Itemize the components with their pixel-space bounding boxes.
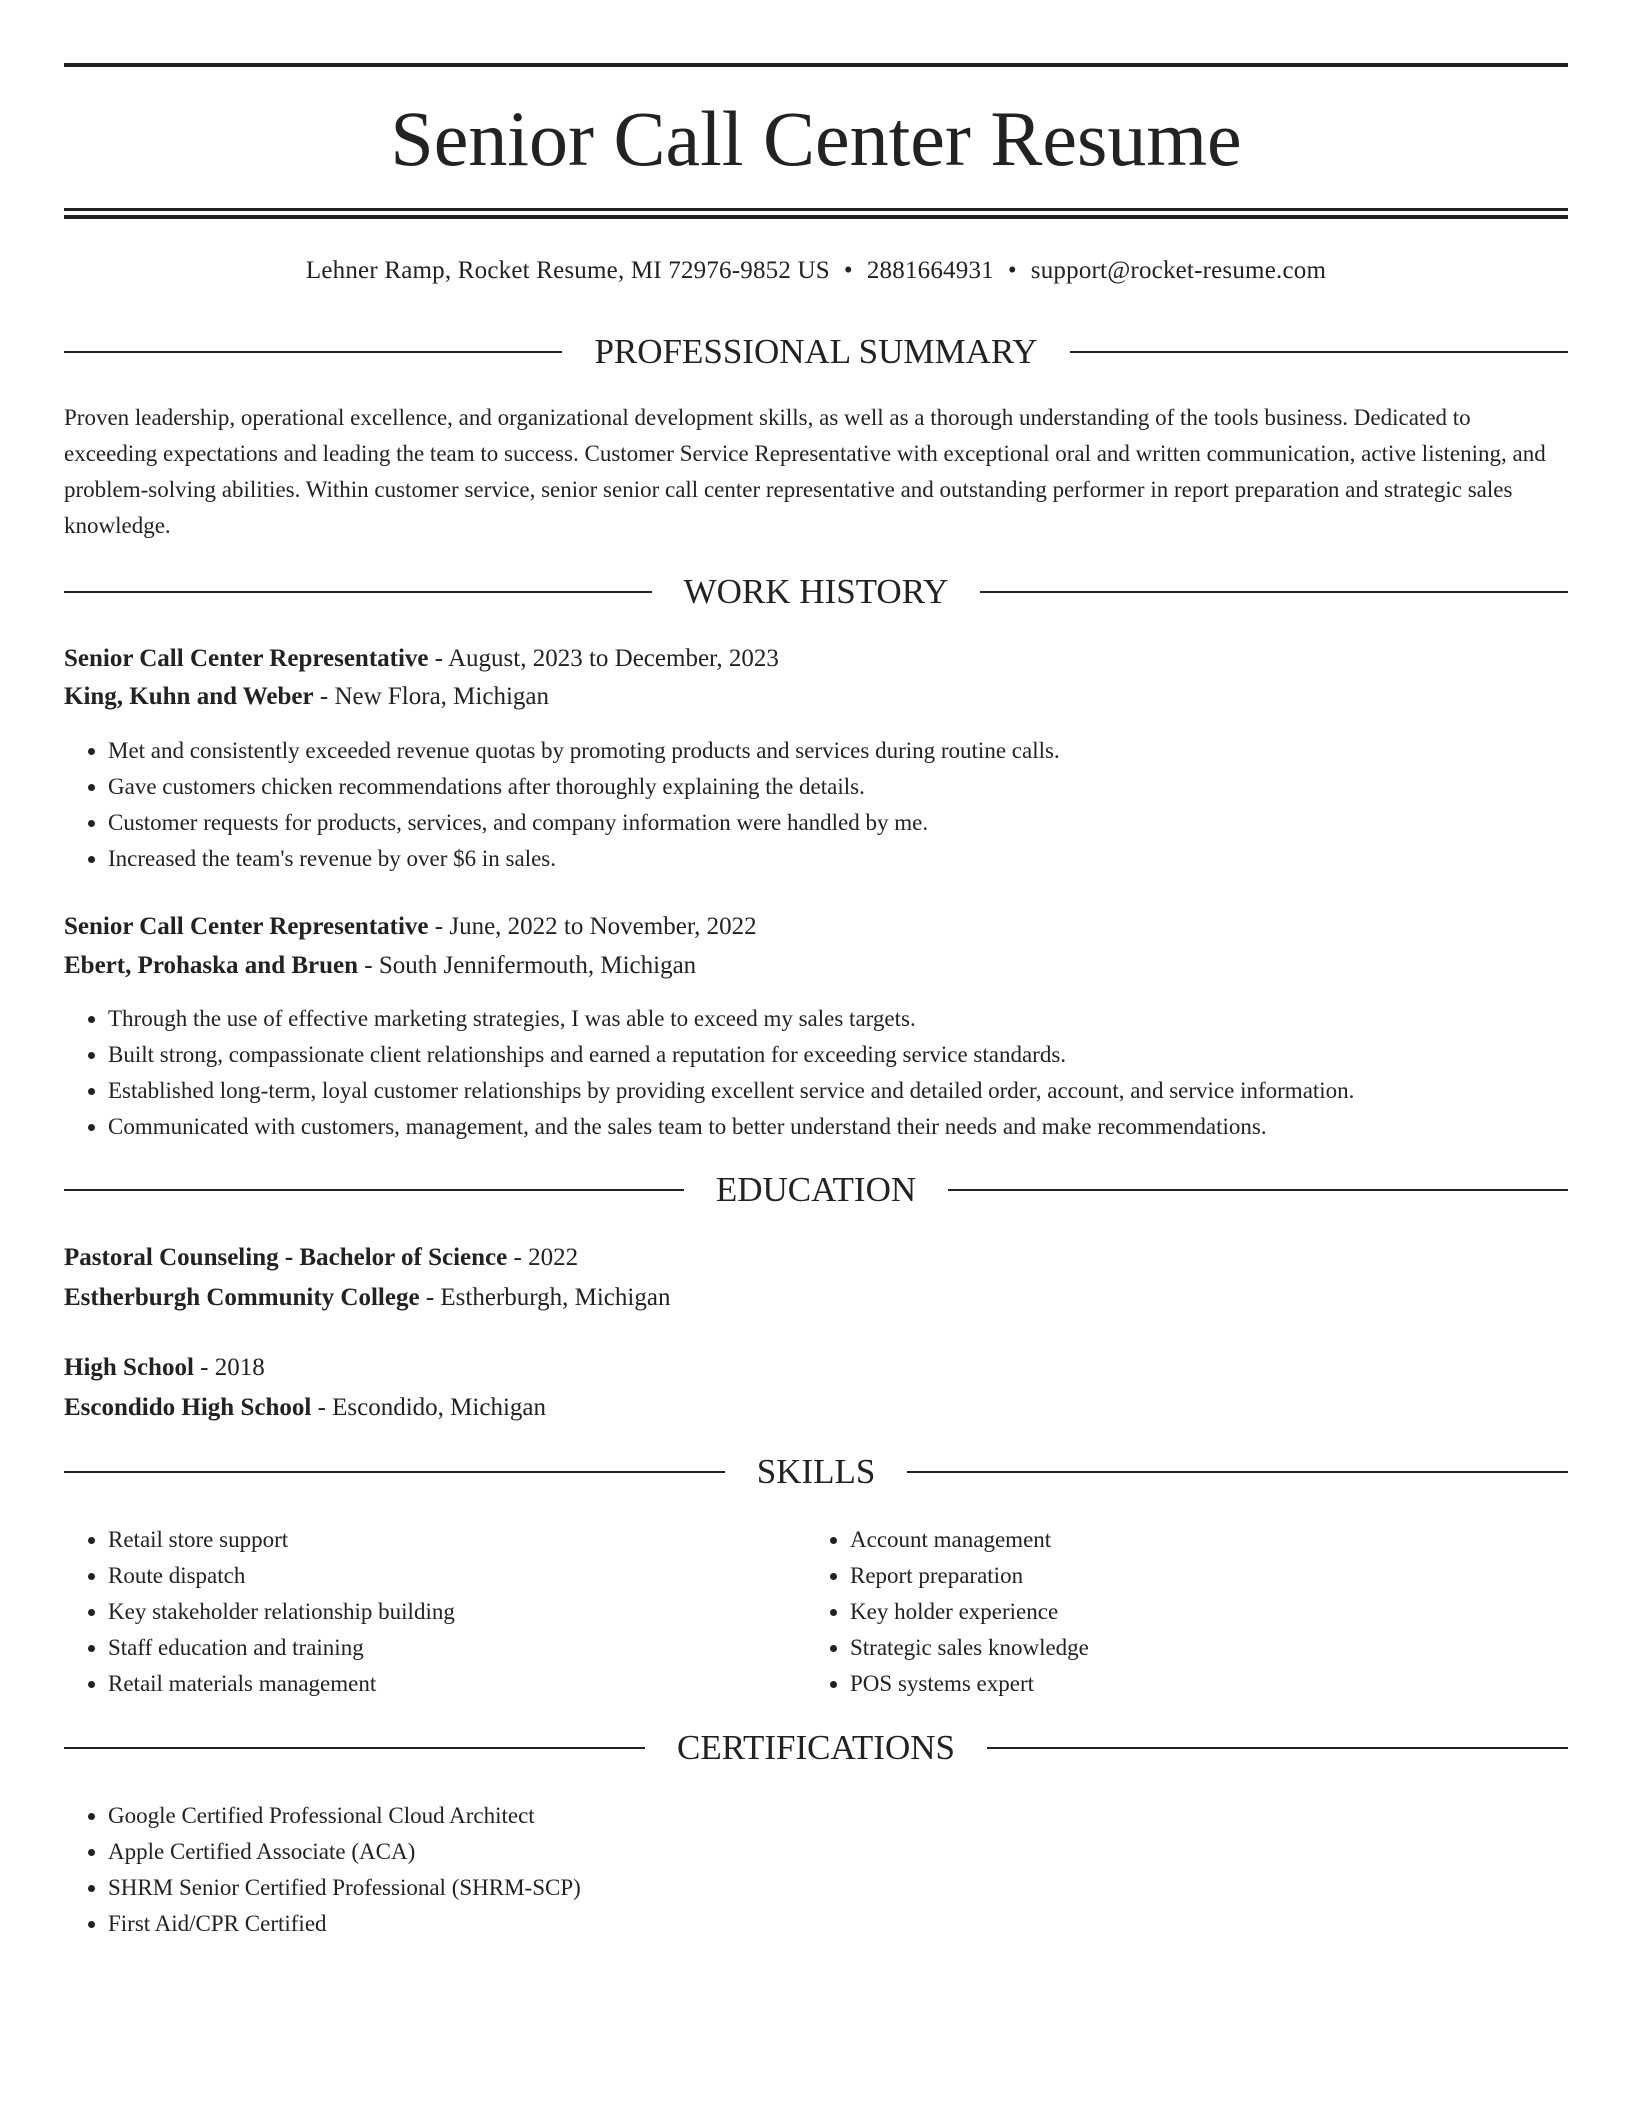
list-item: • Apple Certified Associate (ACA) <box>108 1834 581 1870</box>
header-top-rule <box>64 63 1568 67</box>
job-2-title-line <box>64 911 1568 943</box>
contact-phone: 2881664931 <box>866 257 994 284</box>
header-double-rule-lower <box>64 215 1568 219</box>
dash: - <box>317 1394 326 1421</box>
job-2-title: Senior Call Center Representative <box>64 913 429 940</box>
list-item: • Staff education and training <box>108 1630 455 1666</box>
list-item: • Established long-term, loyal customer relationships by providing excellent service and detailed order, account, and service information. <box>108 1073 1354 1109</box>
education-1-year: 2022 <box>528 1244 579 1271</box>
job-1-bullets <box>64 733 1060 877</box>
heading-rule-right <box>987 1747 1568 1749</box>
list-item: • POS systems expert <box>850 1666 1089 1702</box>
job-2-dates: June, 2022 to November, 2022 <box>449 913 757 940</box>
heading-rule-left <box>64 591 652 593</box>
education-2-degree: High School <box>64 1354 194 1381</box>
education-2-location: Escondido, Michigan <box>332 1394 546 1421</box>
summary-heading: PROFESSIONAL SUMMARY <box>594 332 1038 371</box>
job-1-title: Senior Call Center Representative <box>64 645 429 672</box>
job-1-dates: August, 2023 to December, 2023 <box>447 645 779 672</box>
list-item: • Key stakeholder relationship building <box>108 1594 455 1630</box>
certifications-heading: CERTIFICATIONS <box>677 1728 955 1767</box>
list-item: • Strategic sales knowledge <box>850 1630 1089 1666</box>
list-item: • Google Certified Professional Cloud Architect <box>108 1798 581 1834</box>
education-1-degree: Pastoral Counseling - Bachelor of Science <box>64 1244 508 1271</box>
list-item: • Key holder experience <box>850 1594 1089 1630</box>
header-double-rule-upper <box>64 208 1568 211</box>
work-heading: WORK HISTORY <box>683 572 949 611</box>
list-item: • Communicated with customers, management, and the sales team to better understand their needs and make recommendations. <box>108 1109 1354 1145</box>
list-item: • SHRM Senior Certified Professional (SHRM-SCP) <box>108 1870 581 1906</box>
list-item: • Met and consistently exceeded revenue quotas by promoting products and services during routine calls. <box>108 733 1060 769</box>
skills-list-left <box>64 1522 455 1702</box>
list-item: • Account management <box>850 1522 1089 1558</box>
job-1-location: New Flora, Michigan <box>334 683 549 710</box>
list-item: • Increased the team's revenue by over $6 in sales. <box>108 841 1060 877</box>
heading-rule-right <box>980 591 1568 593</box>
skills-list-right <box>806 1522 1089 1702</box>
list-item: • Retail materials management <box>108 1666 455 1702</box>
dash: - <box>425 1284 435 1311</box>
education-1-location: Estherburgh, Michigan <box>440 1284 671 1311</box>
contact-line <box>64 255 1568 287</box>
skills-section-heading <box>64 1450 1568 1494</box>
summary-section-heading <box>64 330 1568 374</box>
dash: - <box>364 952 373 979</box>
heading-rule-right <box>948 1189 1568 1191</box>
job-2-company: Ebert, Prohaska and Bruen <box>64 952 359 979</box>
list-item: • Route dispatch <box>108 1558 455 1594</box>
work-section-heading <box>64 570 1568 614</box>
education-2-school: Escondido High School <box>64 1394 312 1421</box>
list-item: • First Aid/CPR Certified <box>108 1906 581 1942</box>
job-1-title-line <box>64 643 1568 675</box>
list-item: • Retail store support <box>108 1522 455 1558</box>
contact-address: Lehner Ramp, Rocket Resume, MI 72976-9852 US <box>305 257 830 284</box>
certifications-list <box>64 1798 581 1942</box>
contact-email: support@rocket-resume.com <box>1030 257 1327 284</box>
dash: - <box>434 913 444 940</box>
education-2-degree-line <box>64 1352 1568 1384</box>
dash: - <box>200 1354 209 1381</box>
heading-rule-right <box>907 1471 1568 1473</box>
job-1-company-line <box>64 681 1568 713</box>
job-2-company-line <box>64 950 1568 982</box>
education-2-school-line <box>64 1392 1568 1424</box>
education-1-degree-line <box>64 1242 1568 1274</box>
heading-rule-left <box>64 1189 684 1191</box>
heading-rule-left <box>64 1747 645 1749</box>
education-section-heading <box>64 1168 1568 1212</box>
summary-text: Proven leadership, operational excellence, and organizational development skills, as well as a thorough understanding of the tools business. Dedicated to exceeding expectations and leading the team to success. Customer Service Representative with exceptional oral and written communication, active listening, and problem-solving abilities. Within customer service, senior senior call center representative and outstanding performer in report preparation and strategic sales knowledge. <box>64 405 1546 538</box>
heading-rule-right <box>1070 351 1568 353</box>
resume-title: Senior Call Center Resume <box>390 95 1242 182</box>
education-1-school: Estherburgh Community College <box>64 1284 420 1311</box>
education-2-year: 2018 <box>214 1354 265 1381</box>
job-2-bullets <box>64 1001 1354 1145</box>
contact-separator: • <box>843 257 853 284</box>
list-item: • Gave customers chicken recommendations after thoroughly explaining the details. <box>108 769 1060 805</box>
list-item: • Built strong, compassionate client relationships and earned a reputation for exceeding service standards. <box>108 1037 1354 1073</box>
job-2-location: South Jennifermouth, Michigan <box>378 952 697 979</box>
certifications-section-heading <box>64 1726 1568 1770</box>
skills-heading: SKILLS <box>756 1452 876 1491</box>
list-item: • Customer requests for products, services, and company information were handled by me. <box>108 805 1060 841</box>
education-1-school-line <box>64 1282 1568 1314</box>
heading-rule-left <box>64 1471 725 1473</box>
list-item: • Report preparation <box>850 1558 1089 1594</box>
heading-rule-left <box>64 351 562 353</box>
dash: - <box>434 645 444 672</box>
education-heading: EDUCATION <box>715 1170 917 1209</box>
dash: - <box>319 683 329 710</box>
dash: - <box>513 1244 522 1271</box>
job-1-company: King, Kuhn and Weber <box>64 683 314 710</box>
list-item: • Through the use of effective marketing strategies, I was able to exceed my sales targets. <box>108 1001 1354 1037</box>
contact-separator: • <box>1007 257 1017 284</box>
